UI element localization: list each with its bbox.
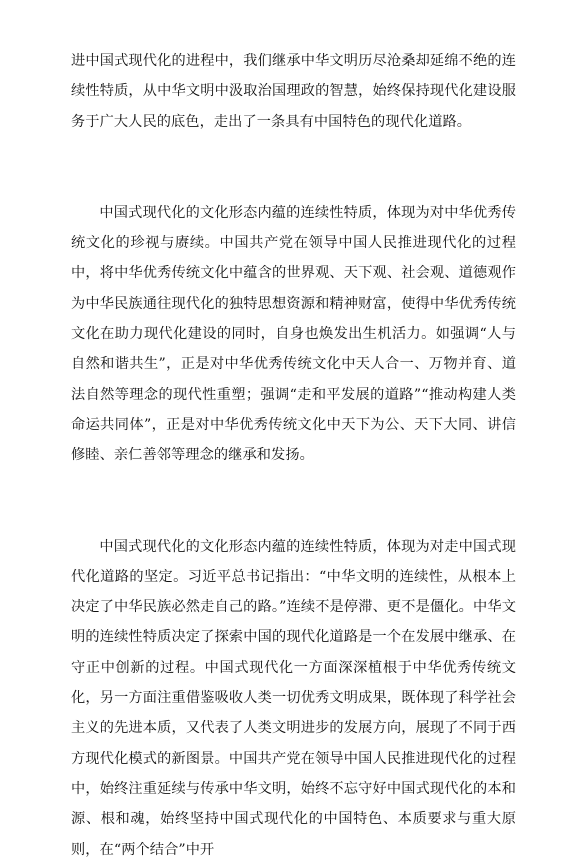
paragraph-cultural-heritage: 中国式现代化的文化形态内蕴的连续性特质，体现为对中华优秀传统文化的珍视与赓续。中国共产党在领导中国人民推进现代化的过程中，将中华优秀传统文化中蕴含的世界观、天下观、社会观、道德观作为中华民族通往现代化的独特思想资源和精神财富，使得中华优秀传统文化在助力现代化建设的同时，自身也焕发出生机活力。如强调“人与自然和谐共生”，正是对中华优秀传统文化中天人合一、万物并育、道法自然等理念的现代性重塑；强调“走和平发展的道路”“推动构建人类命运共同体”，正是对中华优秀传统文化中天下为公、天下大同、讲信修睦、亲仁善邻等理念的继承和发扬。 <box>71 204 516 464</box>
document-page <box>71 46 516 865</box>
paragraph-modernization-path: 中国式现代化的文化形态内蕴的连续性特质，体现为对走中国式现代化道路的坚定。习近平总书记指出：“中华文明的连续性，从根本上决定了中华民族必然走自己的路。”连续不是停滞、更不是僵化。中华文明的连续性特质决定了探索中国的现代化道路是一个在发展中继承、在守正中创新的过程。中国式现代化一方面深深植根于中华优秀传统文化，另一方面注重借鉴吸收人类一切优秀文明成果，既体现了科学社会主义的先进本质，又代表了人类文明进步的发展方向，展现了不同于西方现代化模式的新图景。中国共产党在领导中国人民推进现代化的过程中，始终注重延续与传承中华文明，始终不忘守好中国式现代化的本和源、根和魂，始终坚持中国式现代化的中国特色、本质要求与重大原则，在“两个结合”中开 <box>71 538 516 858</box>
paragraph-gap <box>71 471 516 532</box>
paragraph-gap <box>71 137 516 198</box>
paragraph-continuation: 进中国式现代化的进程中，我们继承中华文明历尽沧桑却延绵不绝的连续性特质，从中华文明中汲取治国理政的智慧，始终保持现代化建设服务于广大人民的底色，走出了一条具有中国特色的现代化道路。 <box>71 53 516 130</box>
